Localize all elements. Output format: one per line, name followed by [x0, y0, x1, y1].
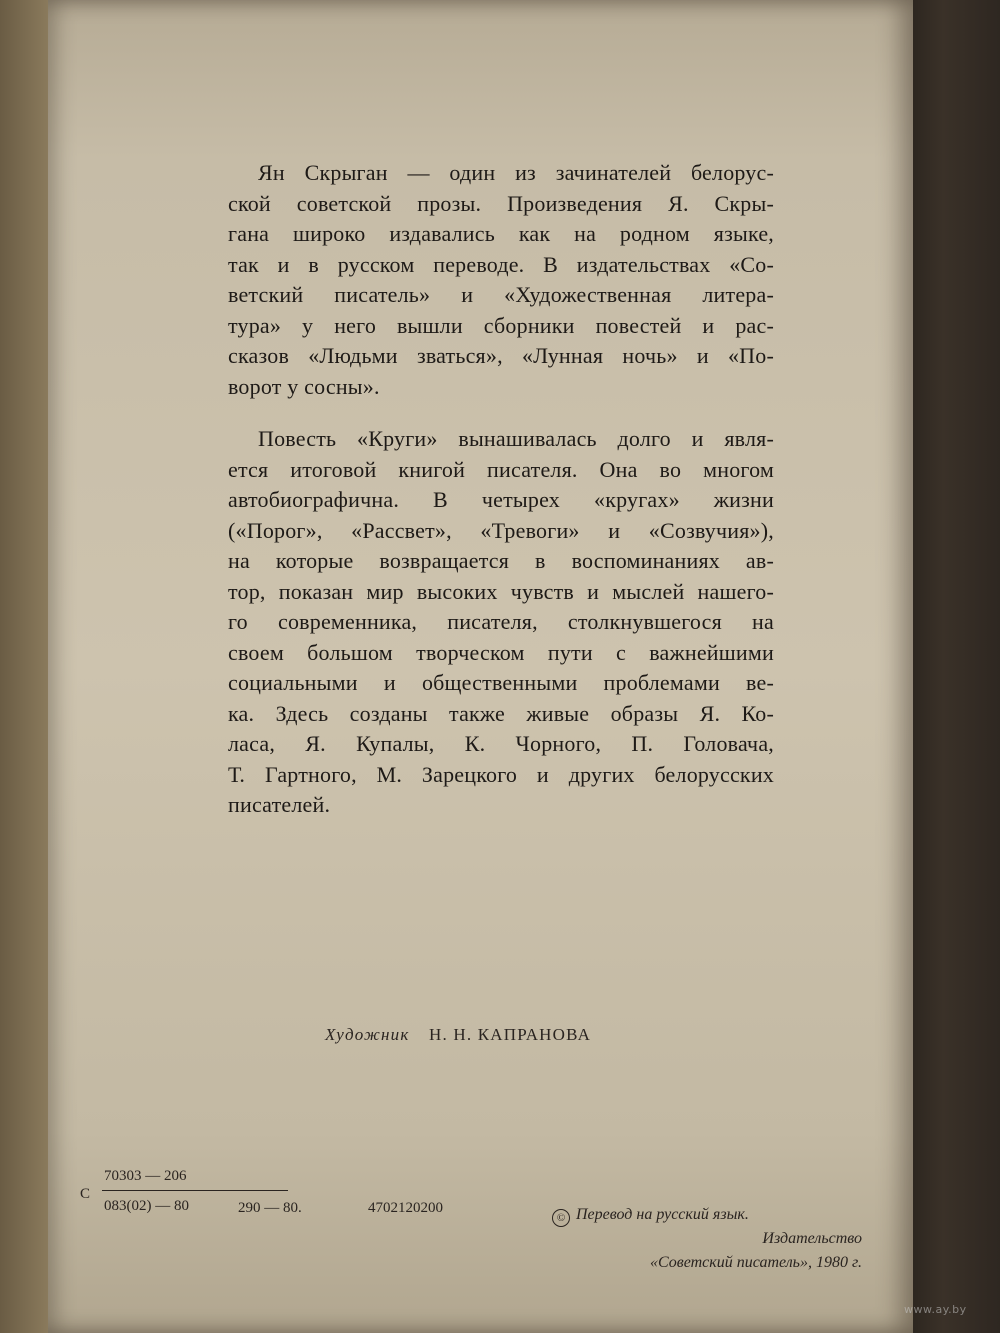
illustrator-role: Художник	[325, 1025, 410, 1044]
text-line: своем большом творческом пути с важнейшими	[228, 639, 774, 665]
text-line: тор, показан мир высоких чувств и мыслей нашего-	[228, 578, 774, 604]
text-line: ветский писатель» и «Художественная литера-	[228, 282, 774, 307]
watermark: www.ay.by	[904, 1303, 967, 1316]
copyright-notice	[552, 1203, 862, 1275]
text-line: автобиографична. В четырех «кругах» жизни	[228, 487, 774, 512]
text-line: на которые возвращается в воспоминаниях ав-	[228, 548, 774, 573]
text-line: го современника, писателя, столкнувшегося на	[228, 609, 774, 634]
text-line: Повесть «Круги» вынашивалась долго и явля-	[258, 426, 774, 451]
text-line: Ян Скрыган — один из зачинателей белорус-	[258, 160, 774, 185]
copyright-line-2: Издательство	[762, 1230, 862, 1247]
copyright-line-3: «Советский писатель», 1980 г.	[650, 1254, 862, 1271]
copyright-line-1	[552, 1203, 862, 1227]
pub-code-fraction-rule	[102, 1190, 288, 1191]
illustrator-credit	[325, 1025, 591, 1045]
background-right-book	[905, 0, 1000, 1333]
text-line: ворот у сосны».	[228, 373, 380, 399]
text-line: («Порог», «Рассвет», «Тревоги» и «Созвучия»),	[228, 517, 774, 543]
text-line: писателей.	[228, 792, 331, 817]
paragraph-book-summary	[228, 424, 774, 821]
text-line: так и в русском переводе. В издательствах «Со-	[228, 251, 774, 277]
illustrator-name: Н. Н. КАПРАНОВА	[428, 1025, 592, 1044]
publication-code	[80, 1168, 320, 1238]
copyright-icon: ©	[552, 1209, 570, 1227]
text-line: тура» у него вышли сборники повестей и рас-	[228, 312, 774, 338]
paragraph-author-intro	[228, 158, 774, 402]
pub-code-letter: С	[80, 1186, 91, 1202]
text-line: Т. Гартного, М. Зарецкого и других белорусских	[228, 761, 774, 787]
isbn-code: 4702120200	[368, 1200, 443, 1216]
text-line: социальными и общественными проблемами ве-	[228, 670, 774, 695]
text-line: ласа, Я. Купалы, К. Чорного, П. Головача,	[228, 731, 774, 756]
pub-code-denominator: 083(02) — 80	[104, 1198, 189, 1214]
text-line: ется итоговой книгой писателя. Она во многом	[228, 456, 774, 482]
text-line: ской советской прозы. Произведения Я. Скры-	[228, 190, 774, 216]
text-line: сказов «Людьми зваться», «Лунная ночь» и «По-	[228, 343, 774, 368]
pub-code-numerator: 70303 — 206	[104, 1168, 187, 1184]
copyright-text-1: Перевод на русский язык.	[576, 1206, 749, 1223]
text-line: гана широко издавались как на родном языке,	[228, 221, 774, 246]
text-line: ка. Здесь созданы также живые образы Я. Ко-	[228, 700, 774, 726]
pub-code-suffix: 290 — 80.	[238, 1200, 302, 1216]
